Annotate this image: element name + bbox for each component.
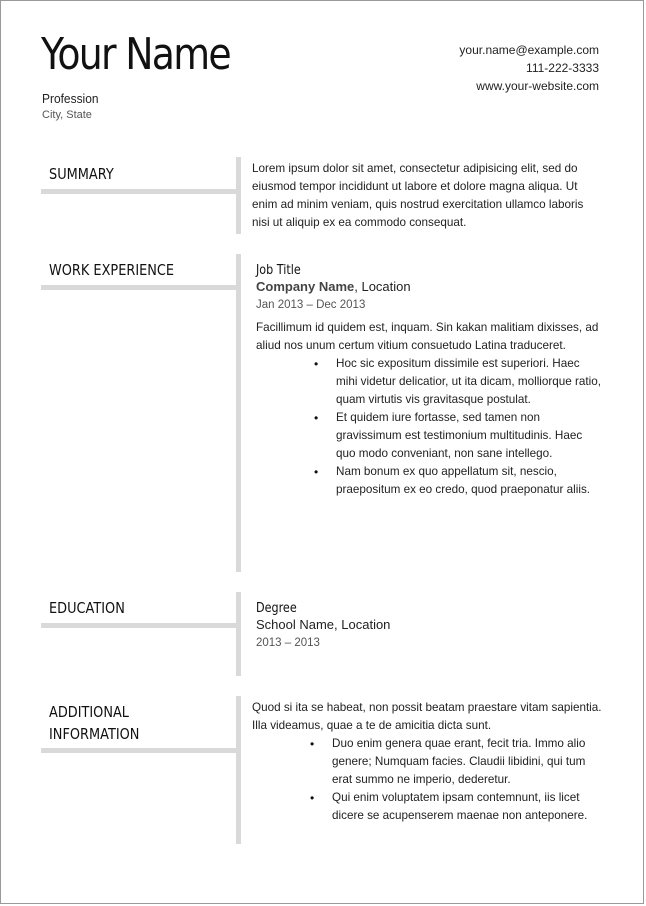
- summary-text: Lorem ipsum dolor sit amet, consectetur adipisicing elit, sed do eiusmod tempor incididunt ut labore et dolore magna aliqua. Ut enim ad minim veniam, quis nostrud exercitation ullamco laboris nisi ut aliquip ex ea commodo consequat.: [252, 162, 584, 229]
- job-description: Facillimum id quidem est, inquam. Sin kakan malitiam dixisses, ad aliud nos unum certum vitium consuetudo Latina traduceret.: [256, 321, 599, 352]
- resume-name: Your Name: [41, 29, 230, 80]
- work-experience-heading: WORK EXPERIENCE: [49, 261, 175, 279]
- additional-bullet: • Duo enim genera quae erant, fecit tria. Immo alio genere; Numquam facies. Claudii libidini, qui tum erat summo ne imperio, dederetur.: [332, 735, 602, 789]
- company-name: Company Name: [256, 279, 355, 294]
- job-bullet: • Hoc sic expositum dissimile est superiori. Haec mihi videtur delicatior, ut ita dicam, molliorque ratio, quam virtutis vis gravitasque postulat.: [336, 355, 602, 409]
- additional-heading-line2: INFORMATION: [49, 725, 140, 743]
- email: your.name@example.com: [459, 43, 599, 57]
- work-entry: [256, 263, 601, 499]
- job-dates: Jan 2013 – Dec 2013: [256, 299, 366, 311]
- school-name: School Name, Location: [256, 617, 391, 632]
- additional-entry: [252, 699, 602, 825]
- summary-vertical-bar: [236, 157, 241, 234]
- summary-heading: SUMMARY: [49, 165, 114, 183]
- profession: Profession: [42, 91, 99, 106]
- degree: Degree: [256, 601, 297, 616]
- education-divider: [41, 623, 237, 628]
- work-experience-vertical-bar: [236, 254, 241, 572]
- education-dates: 2013 – 2013: [256, 637, 320, 649]
- additional-bullet: • Qui enim voluptatem ipsam contemnunt, iis licet dicere se acupenserem maenae non anteponere.: [332, 789, 602, 825]
- additional-text: Quod si ita se habeat, non possit beatam praestare vitam sapientia. Illa videamus, quae a te de amicitia dicta sunt.: [252, 701, 602, 732]
- work-experience-divider: [41, 285, 237, 290]
- job-title: Job Title: [256, 263, 301, 278]
- company-line: [256, 278, 601, 296]
- additional-divider: [41, 748, 237, 753]
- contact-block: [459, 41, 599, 95]
- job-bullets: [336, 355, 602, 499]
- education-heading: EDUCATION: [49, 599, 125, 617]
- additional-vertical-bar: [236, 696, 241, 844]
- education-vertical-bar: [236, 592, 241, 676]
- summary-divider: [41, 189, 237, 194]
- additional-bullets: [332, 735, 602, 825]
- additional-heading-line1: ADDITIONAL: [49, 703, 130, 721]
- website: www.your-website.com: [476, 79, 599, 93]
- education-entry: [256, 601, 601, 652]
- city-state: City, State: [42, 109, 92, 121]
- job-bullet: • Et quidem iure fortasse, sed tamen non gravissimum est testimonium multitudinis. Haec quo modo conveniant, non sane intellego.: [336, 409, 602, 463]
- job-bullet: • Nam bonum ex quo appellatum sit, nescio, praepositum ex eo credo, quod praeponatur aliis.: [336, 463, 602, 499]
- phone: 111-222-3333: [526, 61, 599, 75]
- company-location: , Location: [354, 279, 411, 294]
